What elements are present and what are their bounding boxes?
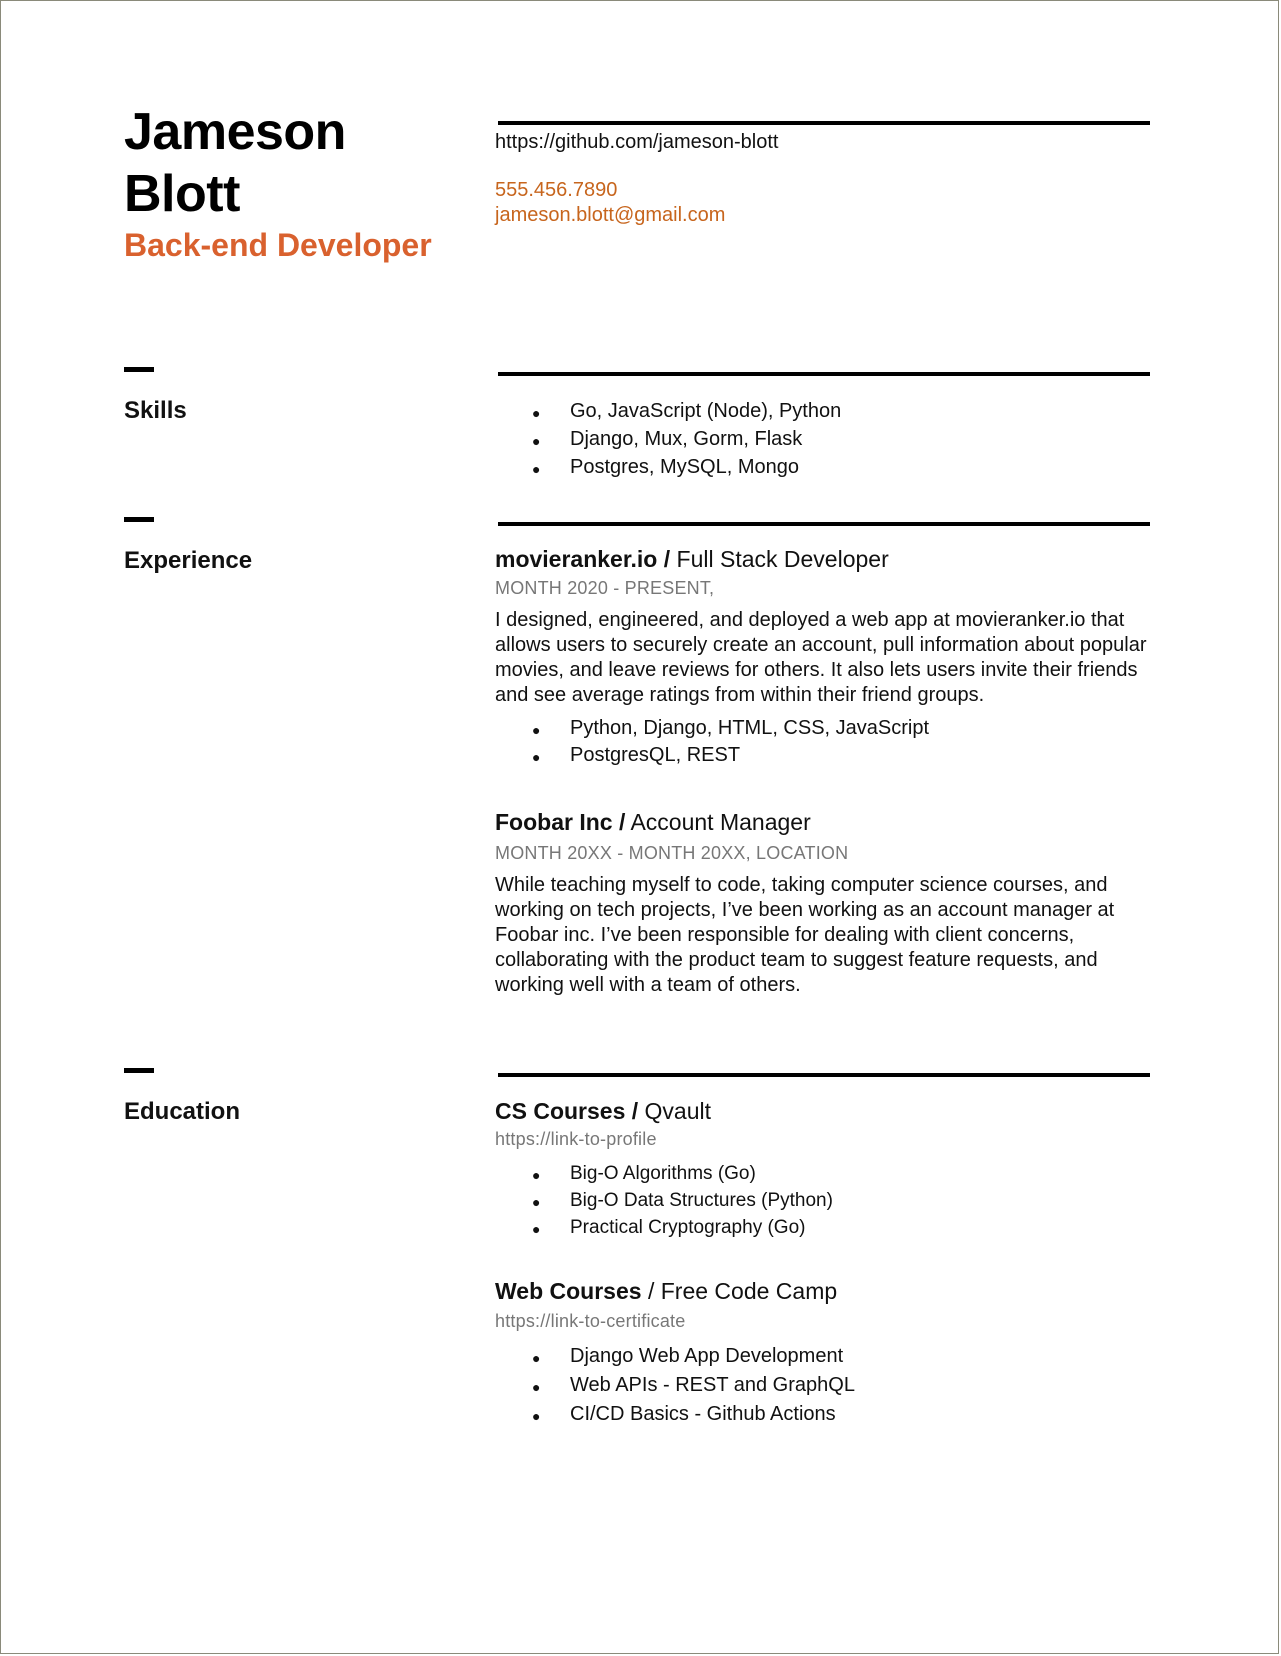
education-org: Web Courses — [495, 1278, 642, 1304]
education-divider — [498, 1073, 1150, 1077]
list-item: ● Big-O Algorithms (Go) — [495, 1160, 1160, 1187]
job-dates: MONTH 2020 - PRESENT, — [495, 578, 715, 598]
job-position: Full Stack Developer — [670, 546, 889, 572]
experience-dash — [124, 517, 154, 522]
education-title — [495, 1098, 1160, 1125]
contact-block — [495, 178, 1160, 228]
job-entry — [495, 809, 1160, 998]
job-org: Foobar Inc / — [495, 809, 626, 835]
education-title — [495, 1278, 1160, 1305]
education-provider: Qvault — [638, 1098, 712, 1124]
job-description: I designed, engineered, and deployed a web app at movieranker.io that allows users to securely create an account, pull information about popular movies, and leave reviews for others. It also lets users invite their friends and see average ratings from within their friend groups. — [495, 609, 1147, 706]
list-item: ● Django Web App Development — [495, 1342, 1160, 1371]
list-item: ● Go, JavaScript (Node), Python — [495, 397, 1160, 425]
education-org: CS Courses / — [495, 1098, 639, 1124]
education-entry — [495, 1278, 1160, 1429]
education-entry — [495, 1098, 1160, 1241]
email-address[interactable]: jameson.blott@gmail.com — [495, 204, 726, 226]
skills-heading: Skills — [124, 397, 187, 424]
skills-list — [495, 397, 1160, 481]
last-name: Blott — [124, 165, 240, 223]
education-heading: Education — [124, 1098, 241, 1125]
experience-heading: Experience — [124, 547, 253, 574]
experience-divider — [498, 522, 1150, 526]
list-item: ● Postgres, MySQL, Mongo — [495, 453, 1160, 481]
skills-divider — [498, 372, 1150, 376]
skills-list-container — [495, 397, 1160, 481]
github-link[interactable]: https://github.com/jameson-blott — [495, 131, 779, 153]
job-position: Account Manager — [625, 809, 811, 835]
list-item: ● CI/CD Basics - Github Actions — [495, 1400, 1160, 1429]
education-link[interactable]: https://link-to-profile — [495, 1129, 657, 1149]
header-divider — [498, 121, 1150, 125]
job-org: movieranker.io / — [495, 546, 671, 572]
job-title — [495, 809, 1160, 836]
job-description: While teaching myself to code, taking computer science courses, and working on tech projects, I’ve been working as an account manager at Foobar inc. I’ve been responsible for dealing with client concerns, collaborating with the product team to suggest feature requests, and working well with a team of others. — [495, 874, 1115, 996]
list-item: ● Python, Django, HTML, CSS, JavaScript — [495, 715, 1160, 742]
first-name: Jameson — [124, 103, 346, 161]
candidate-name — [124, 101, 346, 225]
list-item: ● Django, Mux, Gorm, Flask — [495, 425, 1160, 453]
job-tech-list — [495, 715, 1160, 769]
job-entry — [495, 546, 1160, 769]
education-dash — [124, 1068, 154, 1073]
job-role: Back-end Developer — [124, 227, 432, 263]
list-item: ● Big-O Data Structures (Python) — [495, 1187, 1160, 1214]
job-title — [495, 546, 1160, 573]
list-item: ● Web APIs - REST and GraphQL — [495, 1371, 1160, 1400]
education-course-list — [495, 1342, 1160, 1429]
phone-number[interactable]: 555.456.7890 — [495, 179, 618, 201]
education-link[interactable]: https://link-to-certificate — [495, 1311, 686, 1331]
skills-dash — [124, 367, 154, 372]
list-item: ● PostgresQL, REST — [495, 742, 1160, 769]
education-course-list — [495, 1160, 1160, 1241]
list-item: ● Practical Cryptography (Go) — [495, 1214, 1160, 1241]
job-dates: MONTH 20XX - MONTH 20XX, LOCATION — [495, 843, 849, 863]
education-provider: / Free Code Camp — [641, 1278, 838, 1304]
